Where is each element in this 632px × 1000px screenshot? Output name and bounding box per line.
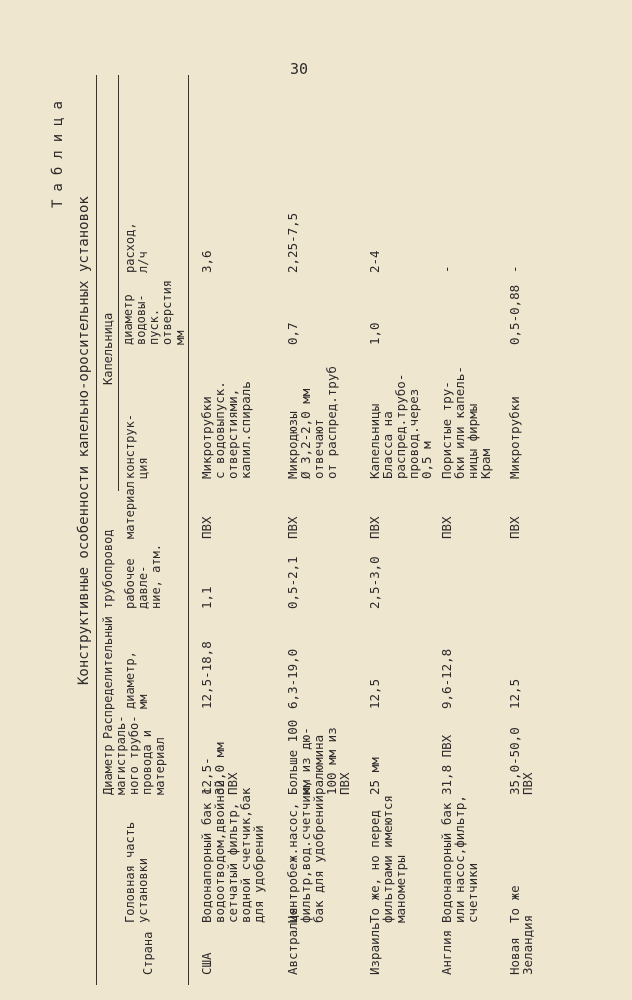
header-drip-hole: диаметр водовы- пуск. отверстия мм — [121, 279, 187, 345]
cell-dist-diameter: 9,6-12,8 — [439, 648, 454, 709]
cell-dist-material: ПВХ — [439, 516, 454, 539]
cell-drip-hole: 1,0 — [367, 322, 382, 345]
cell-main-pipe: Больше 100 мм из дю- ралюмина 100 мм из ПВХ — [285, 719, 352, 795]
cell-head: То же, но перед фильтрами имеются манометры — [367, 795, 408, 923]
header-drip-design: конструк- ция — [123, 413, 150, 479]
cell-head: Центробеж.насос, фильтр,вод.счетчик, бак для удобрений — [285, 780, 326, 923]
cell-drip-flow: 3,6 — [199, 250, 214, 273]
cell-drip-flow: - — [439, 265, 454, 273]
cell-drip-design: Капельницы Бласса на распред.трубо- провод.через 0,5 м — [367, 373, 434, 479]
header-drip-flow: расход, л/ч — [123, 222, 150, 273]
header-bottom-rule — [188, 75, 189, 985]
cell-head: То же — [507, 885, 522, 923]
cell-country: Австралия — [285, 907, 300, 975]
cell-drip-design: Микротрубки — [507, 396, 522, 479]
cell-dist-pressure: 0,5-2,1 — [285, 556, 300, 609]
cell-head: Водонапорный бак или насос,фильтр, счетчики — [439, 795, 480, 923]
cell-drip-flow: - — [507, 265, 522, 273]
cell-head: Водонапорный бак с водоотводом,двойной сетчатый фильтр, водной счетчик,бак для удобрений — [199, 780, 266, 923]
header-dist-diameter: диаметр, мм — [123, 651, 150, 709]
cell-dist-diameter: 6,3-19,0 — [285, 648, 300, 709]
cell-dist-material: ПВХ — [507, 516, 522, 539]
header-group-rule — [118, 75, 119, 491]
cell-country: Израиль — [367, 922, 382, 975]
cell-main-pipe: 12,5- 32,0 мм ПВХ — [199, 742, 240, 795]
header-dist-material: материал — [123, 481, 137, 539]
cell-dist-material: ПВХ — [199, 516, 214, 539]
header-country: Страна — [141, 931, 155, 975]
cell-main-pipe: 35,0-50,0 ПВХ — [507, 727, 535, 795]
header-main-pipe: Диаметр магистраль- ного трубо- провода и материал — [101, 715, 167, 795]
rotated-table-region — [50, 75, 570, 985]
cell-drip-design: Пористые тру- бки или капель- ницы фирмы Крам — [439, 366, 493, 479]
cell-country: Новая Зеландия — [507, 914, 535, 975]
cell-drip-hole: 0,5-0,88 — [507, 284, 522, 345]
cell-drip-design: Микродюзы Ø 3,2-2,0 мм отвечают от распред.труб — [285, 366, 339, 479]
cell-dist-diameter: 12,5 — [367, 678, 382, 709]
header-dist-pressure: рабочее давле- ние, атм. — [123, 543, 163, 609]
table-label: Таблица — [50, 93, 66, 209]
cell-dist-material: ПВХ — [285, 516, 300, 539]
cell-dist-diameter: 12,5 — [507, 678, 522, 709]
table-caption: Конструктивные особенности капельно-оросительных установок — [76, 196, 92, 685]
cell-dist-pressure: 1,1 — [199, 586, 214, 609]
cell-dist-pressure: 2,5-3,0 — [367, 556, 382, 609]
cell-drip-design: Микротрубки с водовыпуск. отверстиями, капил.спираль — [199, 381, 253, 479]
header-top-rule — [96, 75, 97, 985]
cell-country: США — [199, 952, 214, 975]
cell-country: Англия — [439, 929, 454, 975]
header-head-unit: Головная часть установки — [123, 821, 150, 923]
cell-drip-flow: 2-4 — [367, 250, 382, 273]
header-dripper-group: Капельница — [101, 312, 115, 385]
page-number: 30 — [290, 60, 309, 78]
cell-main-pipe: 31,8 ПВХ — [439, 734, 454, 795]
cell-drip-hole: 0,7 — [285, 322, 300, 345]
cell-dist-material: ПВХ — [367, 516, 382, 539]
cell-main-pipe: 25 мм — [367, 757, 382, 795]
cell-drip-flow: 2,25-7,5 — [285, 212, 300, 273]
cell-dist-diameter: 12,5-18,8 — [199, 641, 214, 709]
header-distribution-group: Распределительный трубопровод — [101, 529, 115, 739]
